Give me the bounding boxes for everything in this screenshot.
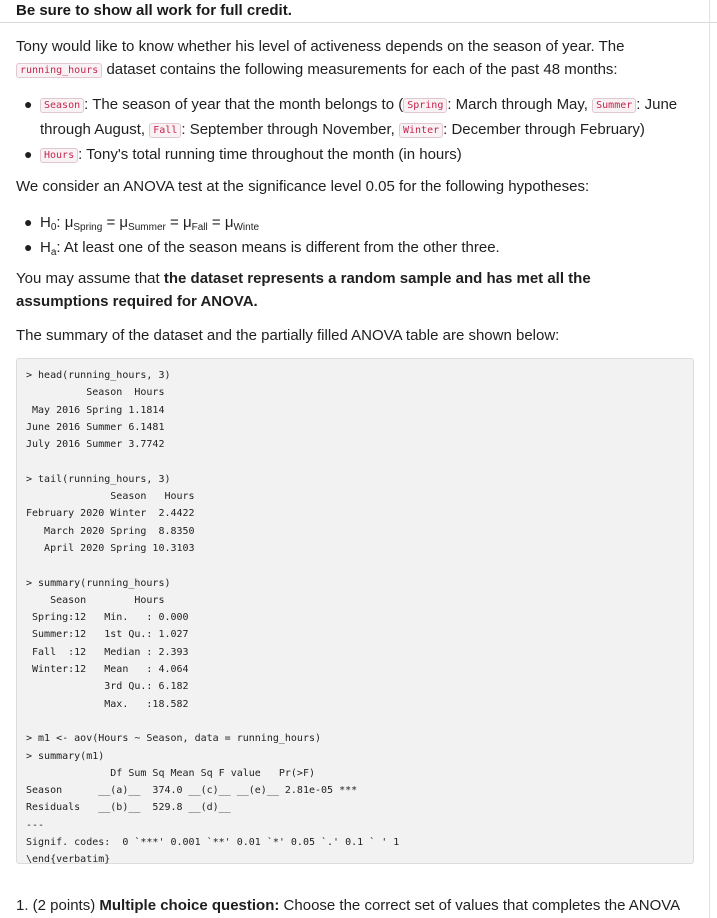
hypotheses-list [16,211,696,261]
summary-intro: The summary of the dataset and the partially filled ANOVA table are shown below: [16,327,560,344]
season-code: Season [40,98,84,113]
page-heading: Be sure to show all work for full credit. [16,2,292,19]
intro-paragraph [16,35,696,83]
top-divider [0,22,717,23]
h0-mu-4: = μ [207,214,234,231]
spring-code: Spring [403,98,447,113]
alt-hypothesis [16,236,696,261]
assumption-paragraph [16,267,676,313]
r-output-text: > head(running_hours, 3) Season Hours May 2016 Spring 1.1814 June 2016 Summer 6.1481 July 2016 Summer 3.7742 > tail(running_hours, 3) Season Hours February 2020 Winter 2.4422 March 2020 Spring 8.8350 April 2020 Spring 10.3103 > summary(running_hours) Season Hours Spring:12 Min. : 0.000 Summer:12 1st Qu.: 1.027 Fall :12 Median : 2.393 Winter:12 Mean : 4.064 3rd Qu.: 6.182 Max. :18.582 > m1 <- aov(Hours ~ Season, data = running_hours) > summary(m1) Df Sum Sq Mean Sq F value Pr(>F) Season __(a)__ 374.0 __(c)__ __(e)__ 2.81e-05 *** Residuals __(b)__ 529.8 __(d)__ --- Signif. codes: 0 `***' 0.001 `**' 0.01 `*' 0.05 `.' 0.1 ` ' 1 \end{verbatim} [26,370,400,866]
winter-code: Winter [399,123,443,138]
anova-intro: We consider an ANOVA test at the significance level 0.05 for the following hypotheses: [16,178,590,195]
h0-fall: Fall [191,222,208,233]
fall-code: Fall [149,123,181,138]
hours-text: : Tony's total running time throughout the month (in hours) [78,146,462,163]
h0-summer: Summer [128,222,166,233]
list-item-hours [16,143,696,168]
list-item-season [16,93,696,143]
assume-text: You may assume that [16,270,164,287]
question-text: Choose the correct set of values that completes the ANOVA [279,897,681,914]
hours-code: Hours [40,148,78,163]
variables-list [16,93,696,168]
winter-text: : December through February) [443,121,645,138]
bullet-icon: ● [24,239,33,255]
h0-mu-3: = μ [165,214,192,231]
bullet-icon: ● [24,96,33,112]
fall-text: : September through November, [181,121,395,138]
summer-text: : June through August, [40,96,678,138]
season-text: : The season of year that the month belongs to ( [84,96,404,113]
h0-winter: Winte [233,222,260,233]
h0-sub: 0 [50,222,57,233]
bullet-icon: ● [24,146,33,162]
question-number: 1. (2 points) [16,897,100,914]
question-1 [16,894,706,917]
h0-spring: Spring [73,222,103,233]
bullet-icon: ● [24,214,33,230]
h0-mu-1: : μ [56,214,74,231]
right-divider [709,0,710,918]
assume-bold: the dataset represents a random sample and has met all the assumptions required for ANOVA. [16,270,591,310]
question-type: Multiple choice question: [99,897,280,914]
r-output-block [16,358,694,864]
dataset-code: running_hours [16,63,102,78]
h0-label: H [40,214,51,231]
ha-label: H [40,239,51,256]
h0-mu-2: = μ [102,214,129,231]
null-hypothesis [16,211,696,236]
summer-code: Summer [592,98,636,113]
intro-text-1: Tony would like to know whether his level of activeness depends on the season of year. The [16,38,625,55]
spring-text: : March through May, [447,96,588,113]
ha-sub: a [50,247,57,258]
ha-text: : At least one of the season means is different from the other three. [56,239,500,256]
intro-text-2: dataset contains the following measurements for each of the past 48 months: [106,61,618,78]
